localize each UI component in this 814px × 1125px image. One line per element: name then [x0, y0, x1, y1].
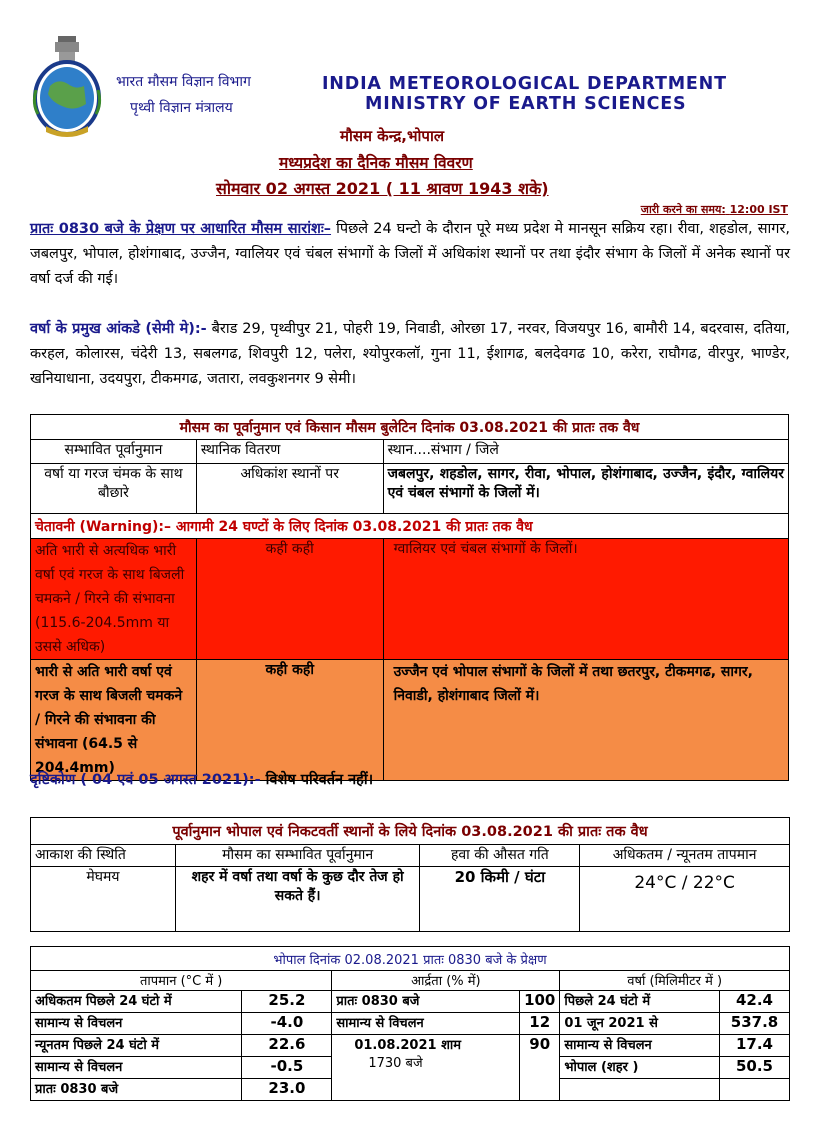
obs-temp-label: न्यूनतम पिछले 24 घंटो में	[31, 1035, 242, 1057]
obs-rain-value: 537.8	[720, 1013, 790, 1035]
observation-title: भोपाल दिनांक 02.08.2021 प्रातः 0830 बजे के प्रेक्षण	[31, 947, 790, 971]
imd-logo	[28, 34, 106, 140]
obs-rain-value: 42.4	[720, 991, 790, 1013]
rainfall-text: बैराड 29, पृथ्वीपुर 21, पोहरी 19, निवाडी, ओरछा 17, नरवर, विजयपुर 16, बामौरी 14, बदरवास, दतिया, करहल, कोलारस, चंदेरी 13, सबलगढ, शिवपुरी 12, पलेरा, श्योपुरकलॉ, गुना 11, ईशागढ, बलदेवगढ 10, करेरा, राघौगढ, वीरपुर, भाण्डेर, खनियाधाना, उदयपुरा, टीकमगढ, जतारा, लवकुशनगर 9 सेमी।	[30, 321, 790, 387]
obs-humidity-value: 12	[520, 1013, 560, 1035]
bhopal-header-sky: आकाश की स्थिति	[31, 845, 176, 867]
issue-time	[641, 202, 788, 217]
rainfall-summary	[30, 317, 790, 392]
obs-header-temp: तापमान (°C में )	[31, 971, 332, 991]
report-title: मध्यप्रदेश का दैनिक मौसम विवरण	[279, 154, 473, 172]
warning-row-orange	[31, 660, 789, 781]
obs-humidity-label: सामान्य से विचलन	[332, 1013, 520, 1035]
warning-orange-text: भारी से अति भारी वर्षा एवं गरज के साथ बिजली चमकने / गिरने की संभावना की संभावना (64.5 से 204.4mm)	[31, 660, 197, 781]
centre-name: मौसम केन्द्र,भोपाल	[340, 127, 445, 145]
obs-humidity-evening-date: 01.08.2021 शाम	[354, 1038, 462, 1053]
obs-temp-value: 22.6	[242, 1035, 332, 1057]
forecast-header-location: स्थान....संभाग / जिले	[383, 440, 788, 464]
warning-title: चेतावनी (Warning):– आगामी 24 घण्टों के लिए दिनांक 03.08.2021 की प्रातः तक वैध	[31, 514, 789, 539]
obs-temp-value: 23.0	[242, 1079, 332, 1101]
summary-label: प्रातः 0830 बजे के प्रेक्षण पर आधारित मौसम सारांशः–	[30, 221, 332, 237]
dept-name-english: INDIA METEOROLOGICAL DEPARTMENT	[322, 74, 727, 94]
weather-summary	[30, 217, 790, 292]
bhopal-weather: शहर में वर्षा तथा वर्षा के कुछ दौर तेज हो सकते हैं।	[175, 867, 420, 932]
issue-time-label: जारी करने का समय:	[640, 203, 726, 216]
outlook-text: विशेष परिवर्तन नहीं।	[260, 772, 374, 788]
warning-orange-area: उज्जैन एवं भोपाल संभागों के जिलों में तथा छतरपुर, टीकमगढ, सागर, निवाडी, होशंगाबाद जिलों में।	[383, 660, 788, 781]
forecast-cell-location: जबलपुर, शहडोल, सागर, रीवा, भोपाल, होशंगाबाद, उज्जैन, इंदौर, ग्वालियर एवं चंबल संभागों के जिलों में।	[383, 464, 788, 514]
bhopal-header-weather: मौसम का सम्भावित पूर्वानुमान	[175, 845, 420, 867]
obs-temp-label: सामान्य से विचलन	[31, 1057, 242, 1079]
rainfall-label: वर्षा के प्रमुख आंकडे (सेमी मे):-	[30, 321, 207, 337]
forecast-header-forecast: सम्भावित पूर्वानुमान	[31, 440, 197, 464]
obs-rain-label: सामान्य से विचलन	[560, 1035, 720, 1057]
dept-name-hindi: भारत मौसम विज्ञान विभाग	[116, 74, 251, 90]
warning-red-distribution: कही कही	[196, 539, 383, 660]
warning-red-area: ग्वालियर एवं चंबल संभागों के जिलों।	[383, 539, 788, 660]
observation-table	[30, 946, 790, 1101]
obs-temp-value: 25.2	[242, 991, 332, 1013]
forecast-header-distribution: स्थानिक वितरण	[196, 440, 383, 464]
obs-temp-label: प्रातः 0830 बजे	[31, 1079, 242, 1101]
bhopal-wind: 20 किमी / घंटा	[420, 867, 580, 932]
obs-header-humidity: आर्द्रता (% में)	[332, 971, 560, 991]
issue-time-value: 12:00 IST	[729, 203, 788, 216]
warning-row-red	[31, 539, 789, 660]
forecast-table	[30, 414, 789, 781]
bhopal-header-wind: हवा की औसत गति	[420, 845, 580, 867]
obs-temp-value: -0.5	[242, 1057, 332, 1079]
obs-temp-label: सामान्य से विचलन	[31, 1013, 242, 1035]
forecast-cell-forecast: वर्षा या गरज चंमक के साथ बौछारे	[31, 464, 197, 514]
report-date: सोमवार 02 अगस्त 2021 ( 11 श्रावण 1943 शके)	[216, 179, 549, 198]
obs-rain-empty	[720, 1079, 790, 1101]
forecast-title: मौसम का पूर्वानुमान एवं किसान मौसम बुलेटिन दिनांक 03.08.2021 की प्रातः तक वैध	[31, 415, 789, 440]
bhopal-forecast-title: पूर्वानुमान भोपाल एवं निकटवर्ती स्थानों के लिये दिनांक 03.08.2021 की प्रातः तक वैध	[31, 818, 790, 845]
outlook-label: दृष्टिकोण ( 04 एवं 05 अगस्त 2021):-	[30, 772, 261, 788]
obs-humidity-evening-time: 1730 बजे	[368, 1056, 423, 1071]
obs-rain-label: भोपाल (शहर )	[560, 1057, 720, 1079]
obs-humidity-evening	[332, 1035, 520, 1101]
obs-humidity-value: 100	[520, 991, 560, 1013]
obs-rain-value: 50.5	[720, 1057, 790, 1079]
obs-humidity-label: प्रातः 0830 बजे	[332, 991, 520, 1013]
warning-red-text: अति भारी से अत्यधिक भारी वर्षा एवं गरज के साथ बिजली चमकने / गिरने की संभावना (115.6-204.5mm या उससे अधिक)	[31, 539, 197, 660]
forecast-cell-distribution: अधिकांश स्थानों पर	[196, 464, 383, 514]
obs-header-rain: वर्षा (मिलिमीटर में )	[560, 971, 790, 991]
outlook	[30, 769, 373, 789]
ministry-name-english: MINISTRY OF EARTH SCIENCES	[365, 94, 687, 114]
obs-rain-value: 17.4	[720, 1035, 790, 1057]
obs-temp-label: अधिकतम पिछले 24 घंटो में	[31, 991, 242, 1013]
obs-rain-label: 01 जून 2021 से	[560, 1013, 720, 1035]
obs-rain-label: पिछले 24 घंटो में	[560, 991, 720, 1013]
obs-rain-empty	[560, 1079, 720, 1101]
bhopal-header-temp: अधिकतम / न्यूनतम तापमान	[580, 845, 790, 867]
obs-humidity-evening-value: 90	[520, 1035, 560, 1101]
summary-text: पिछले 24 घन्टो के दौरान पूरे मध्य प्रदेश मे मानसून सक्रिय रहा। रीवा, शहडोल, सागर, जबलपुर, भोपाल, होशंगाबाद, उज्जैन, ग्वालियर एवं चंबल संभागों के जिलों में अधिकांश स्थानों पर तथा इंदौर संभाग के जिलों में अनेक स्थानों पर वर्षा दर्ज की गई।	[30, 221, 790, 287]
bhopal-forecast-table	[30, 817, 790, 932]
bhopal-sky: मेघमय	[31, 867, 176, 932]
ministry-name-hindi: पृथ्वी विज्ञान मंत्रालय	[130, 100, 233, 116]
warning-orange-distribution: कही कही	[196, 660, 383, 781]
obs-temp-value: -4.0	[242, 1013, 332, 1035]
bhopal-temp: 24°C / 22°C	[580, 867, 790, 932]
